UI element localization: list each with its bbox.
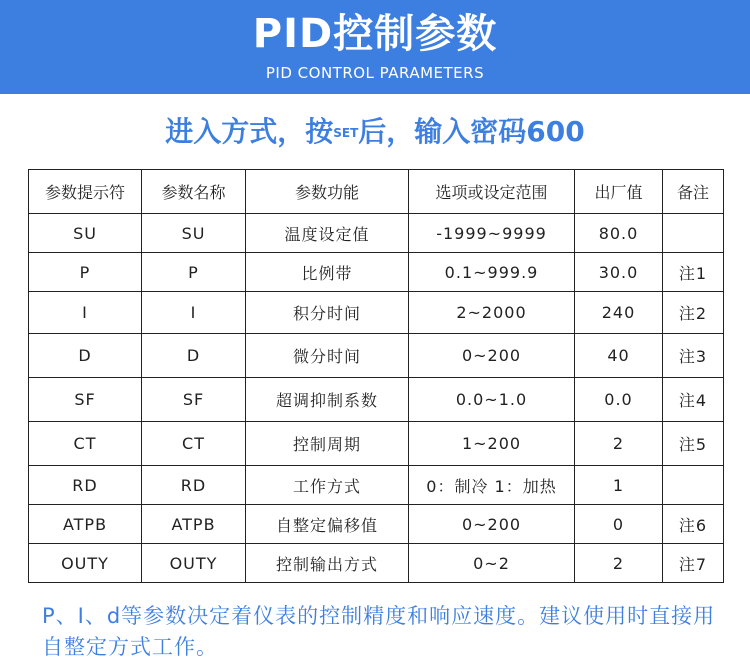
cell-prompt: D	[29, 334, 142, 378]
cell-default: 80.0	[575, 214, 663, 253]
cell-remark: 注5	[663, 422, 724, 466]
cell-default: 30.0	[575, 253, 663, 292]
cell-range: 1~200	[409, 422, 575, 466]
cell-function: 微分时间	[246, 334, 409, 378]
header-banner	[0, 0, 750, 94]
cell-prompt: CT	[29, 422, 142, 466]
cell-range: 0~2	[409, 544, 575, 583]
header-prompt: 参数提示符	[29, 170, 142, 214]
entry-text-after: 后，输入密码600	[358, 115, 585, 148]
cell-default: 0	[575, 505, 663, 544]
cell-remark: 注6	[663, 505, 724, 544]
table-row	[29, 378, 724, 422]
cell-default: 40	[575, 334, 663, 378]
header-name: 参数名称	[142, 170, 246, 214]
cell-range: 0.0~1.0	[409, 378, 575, 422]
cell-range: 2~2000	[409, 292, 575, 334]
cell-range: 0~200	[409, 334, 575, 378]
cell-prompt: P	[29, 253, 142, 292]
cell-default: 2	[575, 422, 663, 466]
table-row	[29, 505, 724, 544]
cell-remark: 注1	[663, 253, 724, 292]
table-row	[29, 253, 724, 292]
cell-name: I	[142, 292, 246, 334]
cell-name: OUTY	[142, 544, 246, 583]
cell-prompt: RD	[29, 466, 142, 505]
table-row	[29, 544, 724, 583]
cell-default: 240	[575, 292, 663, 334]
cell-prompt: SF	[29, 378, 142, 422]
cell-range: 0~200	[409, 505, 575, 544]
cell-function: 温度设定值	[246, 214, 409, 253]
header-range: 选项或设定范围	[409, 170, 575, 214]
cell-default: 0.0	[575, 378, 663, 422]
cell-prompt: I	[29, 292, 142, 334]
cell-remark	[663, 214, 724, 253]
table-row	[29, 214, 724, 253]
set-key-label: SET	[333, 126, 359, 140]
cell-range: -1999~9999	[409, 214, 575, 253]
entry-text-before: 进入方式，按	[165, 115, 334, 148]
footnote-text: P、I、d等参数决定着仪表的控制精度和响应速度。建议使用时直接用自整定方式工作。	[42, 604, 716, 659]
cell-function: 超调抑制系数	[246, 378, 409, 422]
header-default: 出厂值	[575, 170, 663, 214]
cell-name: CT	[142, 422, 246, 466]
cell-remark: 注3	[663, 334, 724, 378]
page-title: PID控制参数	[252, 11, 498, 57]
cell-function: 比例带	[246, 253, 409, 292]
cell-remark: 注7	[663, 544, 724, 583]
cell-name: D	[142, 334, 246, 378]
cell-function: 控制输出方式	[246, 544, 409, 583]
table-header-row	[29, 170, 724, 214]
header-remark: 备注	[663, 170, 724, 214]
cell-function: 积分时间	[246, 292, 409, 334]
cell-function: 自整定偏移值	[246, 505, 409, 544]
cell-name: SU	[142, 214, 246, 253]
cell-name: ATPB	[142, 505, 246, 544]
cell-name: P	[142, 253, 246, 292]
cell-prompt: OUTY	[29, 544, 142, 583]
cell-default: 2	[575, 544, 663, 583]
table-row	[29, 422, 724, 466]
cell-remark: 注2	[663, 292, 724, 334]
cell-function: 控制周期	[246, 422, 409, 466]
table-row	[29, 292, 724, 334]
cell-range: 0.1~999.9	[409, 253, 575, 292]
cell-prompt: SU	[29, 214, 142, 253]
parameter-table	[28, 169, 724, 583]
table-row	[29, 466, 724, 505]
cell-default: 1	[575, 466, 663, 505]
header-function: 参数功能	[246, 170, 409, 214]
cell-name: SF	[142, 378, 246, 422]
table-row	[29, 334, 724, 378]
cell-range: 0：制冷 1：加热	[409, 466, 575, 505]
cell-prompt: ATPB	[29, 505, 142, 544]
cell-name: RD	[142, 466, 246, 505]
cell-remark: 注4	[663, 378, 724, 422]
cell-remark	[663, 466, 724, 505]
entry-instruction	[0, 112, 750, 153]
cell-function: 工作方式	[246, 466, 409, 505]
page-subtitle: PID CONTROL PARAMETERS	[265, 64, 485, 82]
